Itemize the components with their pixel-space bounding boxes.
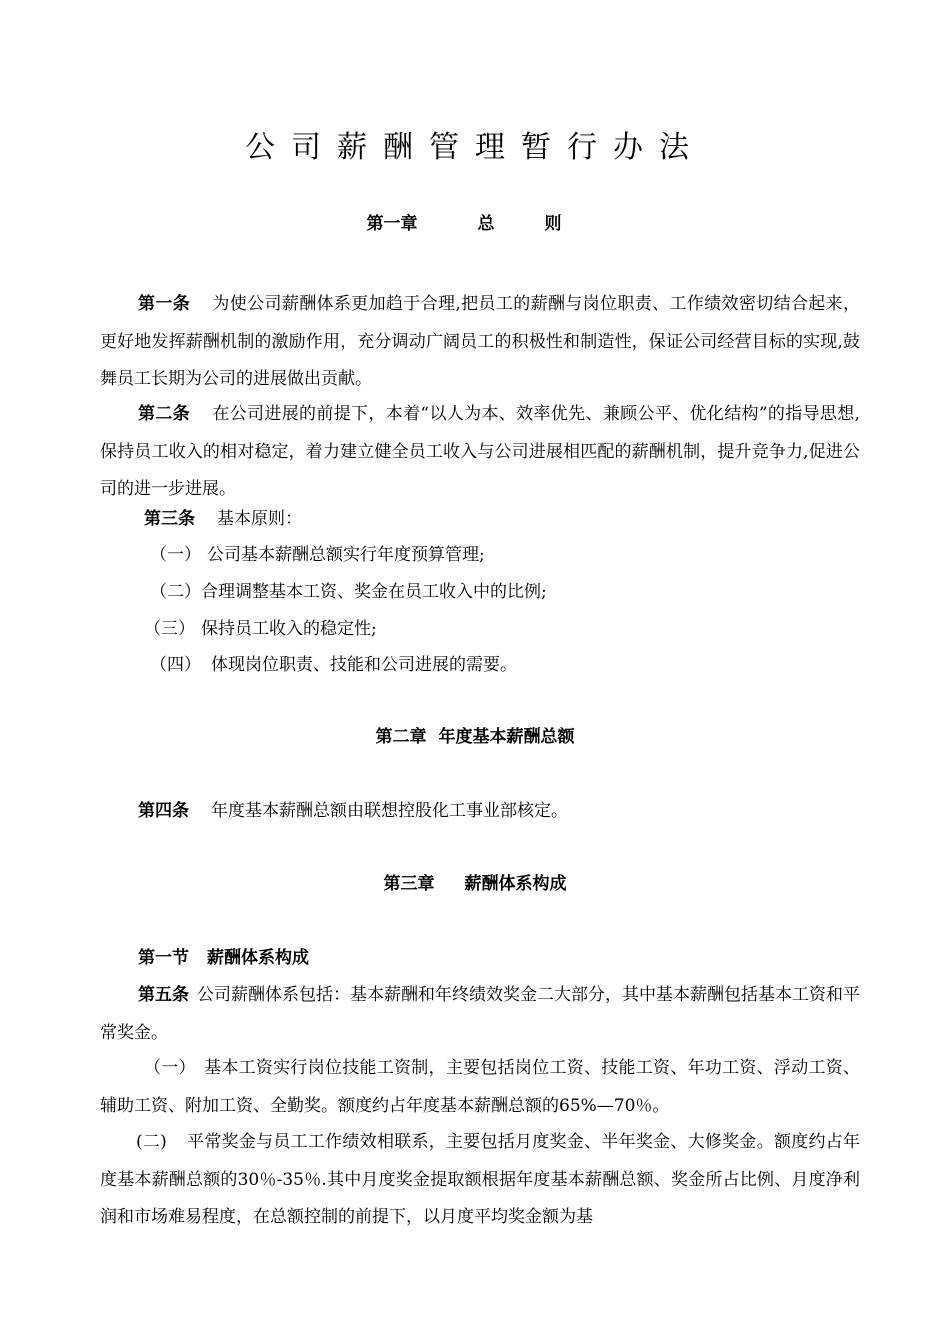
principle-item — [150, 651, 517, 679]
section-name: 薪酬体系构成 — [207, 948, 309, 968]
chapter-3-heading — [0, 872, 950, 896]
chapter-1-heading — [0, 212, 950, 236]
chapter-name: 年度基本薪酬总额 — [438, 727, 575, 747]
section-1-heading — [138, 944, 309, 972]
item-text: 基本工资实行岗位技能工资制，主要包括岗位工资、技能工资、年功工资、浮动工资、辅助工资、附加工资、全勤奖。额度约占年度基本薪酬总额的65%—70％。 — [100, 1058, 861, 1116]
article-label: 第三条 — [144, 509, 195, 529]
article-text: 基本原则： — [217, 509, 302, 529]
item-number: (二) — [136, 1132, 167, 1152]
principle-number: （一） — [150, 545, 201, 565]
article-text: 公司薪酬体系包括：基本薪酬和年终绩效奖金二大部分，其中基本薪酬包括基本工资和平常奖金。 — [100, 985, 860, 1043]
article-text: 年度基本薪酬总额由联想控股化工事业部核定。 — [211, 801, 568, 821]
article-label: 第二条 — [138, 404, 191, 424]
principle-text: 保持员工收入的稳定性; — [201, 619, 377, 639]
article-2 — [100, 396, 860, 509]
principle-text: 体现岗位职责、技能和公司进展的需要。 — [211, 655, 517, 675]
principle-item — [150, 541, 485, 569]
item-1 — [100, 1050, 860, 1125]
article-5 — [100, 977, 860, 1052]
principle-number: （二） — [150, 582, 201, 602]
article-text: 为使公司薪酬体系更加趋于合理,把员工的薪酬与岗位职责、工作绩效密切结合起来，更好地发挥薪酬机制的激励作用，充分调动广阔员工的积极性和制造性，保证公司经营目标的实现,鼓舞员工长期为公司的进展做出贡献。 — [100, 294, 861, 389]
chapter-number: 第二章 — [375, 727, 427, 747]
document-title: 公司薪酬管理暂行办法 — [245, 130, 705, 165]
item-2 — [100, 1124, 860, 1237]
item-text: 平常奖金与员工工作绩效相联系，主要包括月度奖金、半年奖金、大修奖金。额度约占年度基本薪酬总额的30％-35％.其中月度奖金提取额根据年度基本薪酬总额、奖金所占比例、月度净利润和市场难易程度，在总额控制的前提下，以月度平均奖金额为基 — [100, 1132, 861, 1227]
article-4 — [138, 797, 568, 825]
chapter-name: 总 则 — [477, 214, 584, 234]
chapter-number: 第一章 — [366, 214, 418, 234]
article-label: 第五条 — [138, 985, 189, 1005]
principle-number: （四） — [150, 655, 201, 675]
principle-text: 合理调整基本工资、奖金在员工收入中的比例; — [201, 582, 547, 602]
article-label: 第四条 — [138, 801, 189, 821]
principle-number: （三） — [144, 619, 195, 639]
item-number: （一） — [144, 1058, 196, 1078]
principle-item — [144, 615, 377, 643]
chapter-2-heading — [0, 725, 950, 749]
article-text: 在公司进展的前提下，本着“以人为本、效率优先、兼顾公平、优化结构”的指导思想,保持员工收入的相对稳定，着力建立健全员工收入与公司进展相匹配的薪酬机制，提升竞争力,促进公司的进一步进展。 — [100, 404, 860, 499]
article-1 — [100, 286, 860, 399]
chapter-name: 薪酬体系构成 — [464, 874, 567, 894]
article-3 — [144, 505, 302, 533]
article-label: 第一条 — [138, 294, 191, 314]
section-number: 第一节 — [138, 948, 189, 968]
principle-text: 公司基本薪酬总额实行年度预算管理; — [207, 545, 485, 565]
chapter-number: 第三章 — [383, 874, 435, 894]
principle-item — [150, 578, 547, 606]
